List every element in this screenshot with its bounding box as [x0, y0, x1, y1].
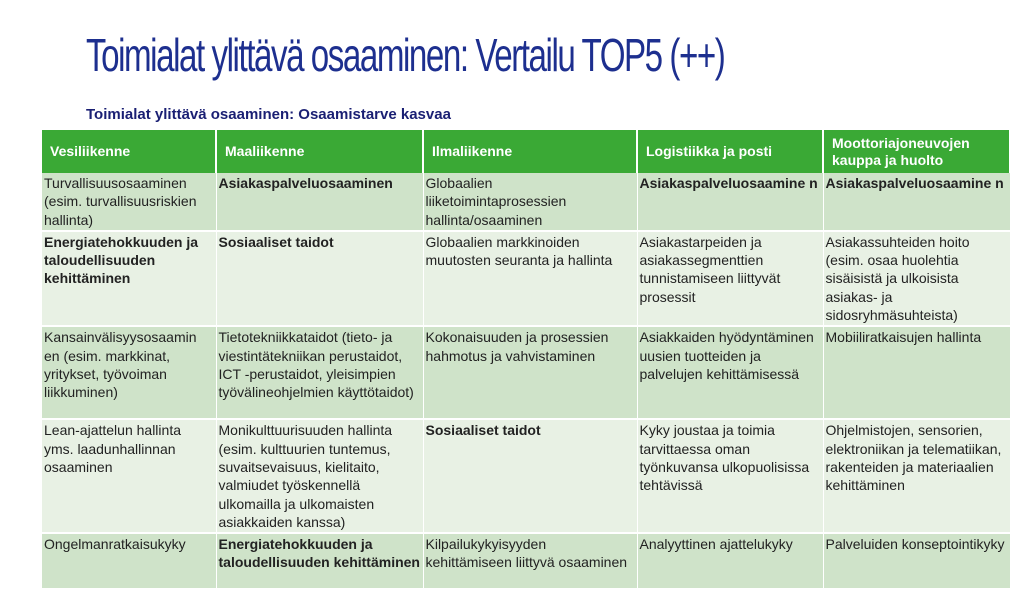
table-cell: Monikulttuurisuuden hallinta (esim. kulttuurien tuntemus, suvaitsevaisuus, kielitaito, valmiudet työskennellä ulkomailla ja ulkomaisten asiakkaiden kanssa) — [216, 419, 423, 533]
column-header-logistiikka: Logistiikka ja posti — [637, 130, 823, 173]
table-cell: Asiakastarpeiden ja asiakassegmenttien tunnistamiseen liittyvät prosessit — [637, 231, 823, 326]
column-header-vesiliikenne: Vesiliikenne — [42, 130, 216, 173]
table-cell: Energiatehokkuuden ja taloudellisuuden kehittäminen — [216, 533, 423, 589]
table-cell: Asiakkaiden hyödyntäminen uusien tuotteiden ja palvelujen kehittämisessä — [637, 326, 823, 419]
table-cell: Kilpailukykyisyyden kehittämiseen liittyvä osaaminen — [423, 533, 637, 589]
table-cell: Kokonaisuuden ja prosessien hahmotus ja vahvistaminen — [423, 326, 637, 419]
page-title: Toimialat ylittävä osaaminen: Vertailu TOP5 (++) — [86, 29, 725, 81]
table-cell: Ohjelmistojen, sensorien, elektroniikan ja telematiikan, rakenteiden ja materiaalien kehittäminen — [823, 419, 1010, 533]
table-cell: Globaalien markkinoiden muutosten seuranta ja hallinta — [423, 231, 637, 326]
column-header-maaliikenne: Maaliikenne — [216, 130, 423, 173]
table-row — [42, 173, 1010, 231]
table-cell: Sosiaaliset taidot — [423, 419, 637, 533]
table-header-row — [42, 130, 1010, 173]
table-cell: Analyyttinen ajattelukyky — [637, 533, 823, 589]
table-cell: Lean-ajattelun hallinta yms. laadunhallinnan osaaminen — [42, 419, 216, 533]
table-cell: Asiakaspalveluosaamine n — [823, 173, 1010, 231]
table-cell: Palveluiden konseptointikyky — [823, 533, 1010, 589]
table-cell: Asiakaspalveluosaaminen — [216, 173, 423, 231]
table-cell: Kyky joustaa ja toimia tarvittaessa oman työnkuvansa ulkopuolisissa tehtävissä — [637, 419, 823, 533]
table-row — [42, 533, 1010, 589]
table-row — [42, 231, 1010, 326]
column-header-ilmaliikenne: Ilmaliikenne — [423, 130, 637, 173]
table-cell: Tietotekniikkataidot (tieto- ja viestintätekniikan perustaidot, ICT -perustaidot, yleisimpien työvälineohjelmien käyttötaidot) — [216, 326, 423, 419]
table-cell: Ongelmanratkaisukyky — [42, 533, 216, 589]
table-cell: Kansainvälisyysosaamin en (esim. markkinat, yritykset, työvoiman liikkuminen) — [42, 326, 216, 419]
column-header-moottoriajoneuvot: Moottoriajoneuvojen kauppa ja huolto — [823, 130, 1010, 173]
table-row — [42, 326, 1010, 419]
table-cell: Mobiiliratkaisujen hallinta — [823, 326, 1010, 419]
table-cell: Turvallisuusosaaminen (esim. turvallisuusriskien hallinta) — [42, 173, 216, 231]
table-row — [42, 419, 1010, 533]
table-subtitle: Toimialat ylittävä osaaminen: Osaamistarve kasvaa — [86, 106, 451, 123]
table-cell: Energiatehokkuuden ja taloudellisuuden kehittäminen — [42, 231, 216, 326]
table-cell: Asiakassuhteiden hoito (esim. osaa huolehtia sisäisistä ja ulkoisista asiakas- ja sidosryhmäsuhteista) — [823, 231, 1010, 326]
comparison-table — [42, 130, 1011, 590]
table-cell: Sosiaaliset taidot — [216, 231, 423, 326]
table-cell: Globaalien liiketoimintaprosessien hallinta/osaaminen — [423, 173, 637, 231]
table-cell: Asiakaspalveluosaamine n — [637, 173, 823, 231]
